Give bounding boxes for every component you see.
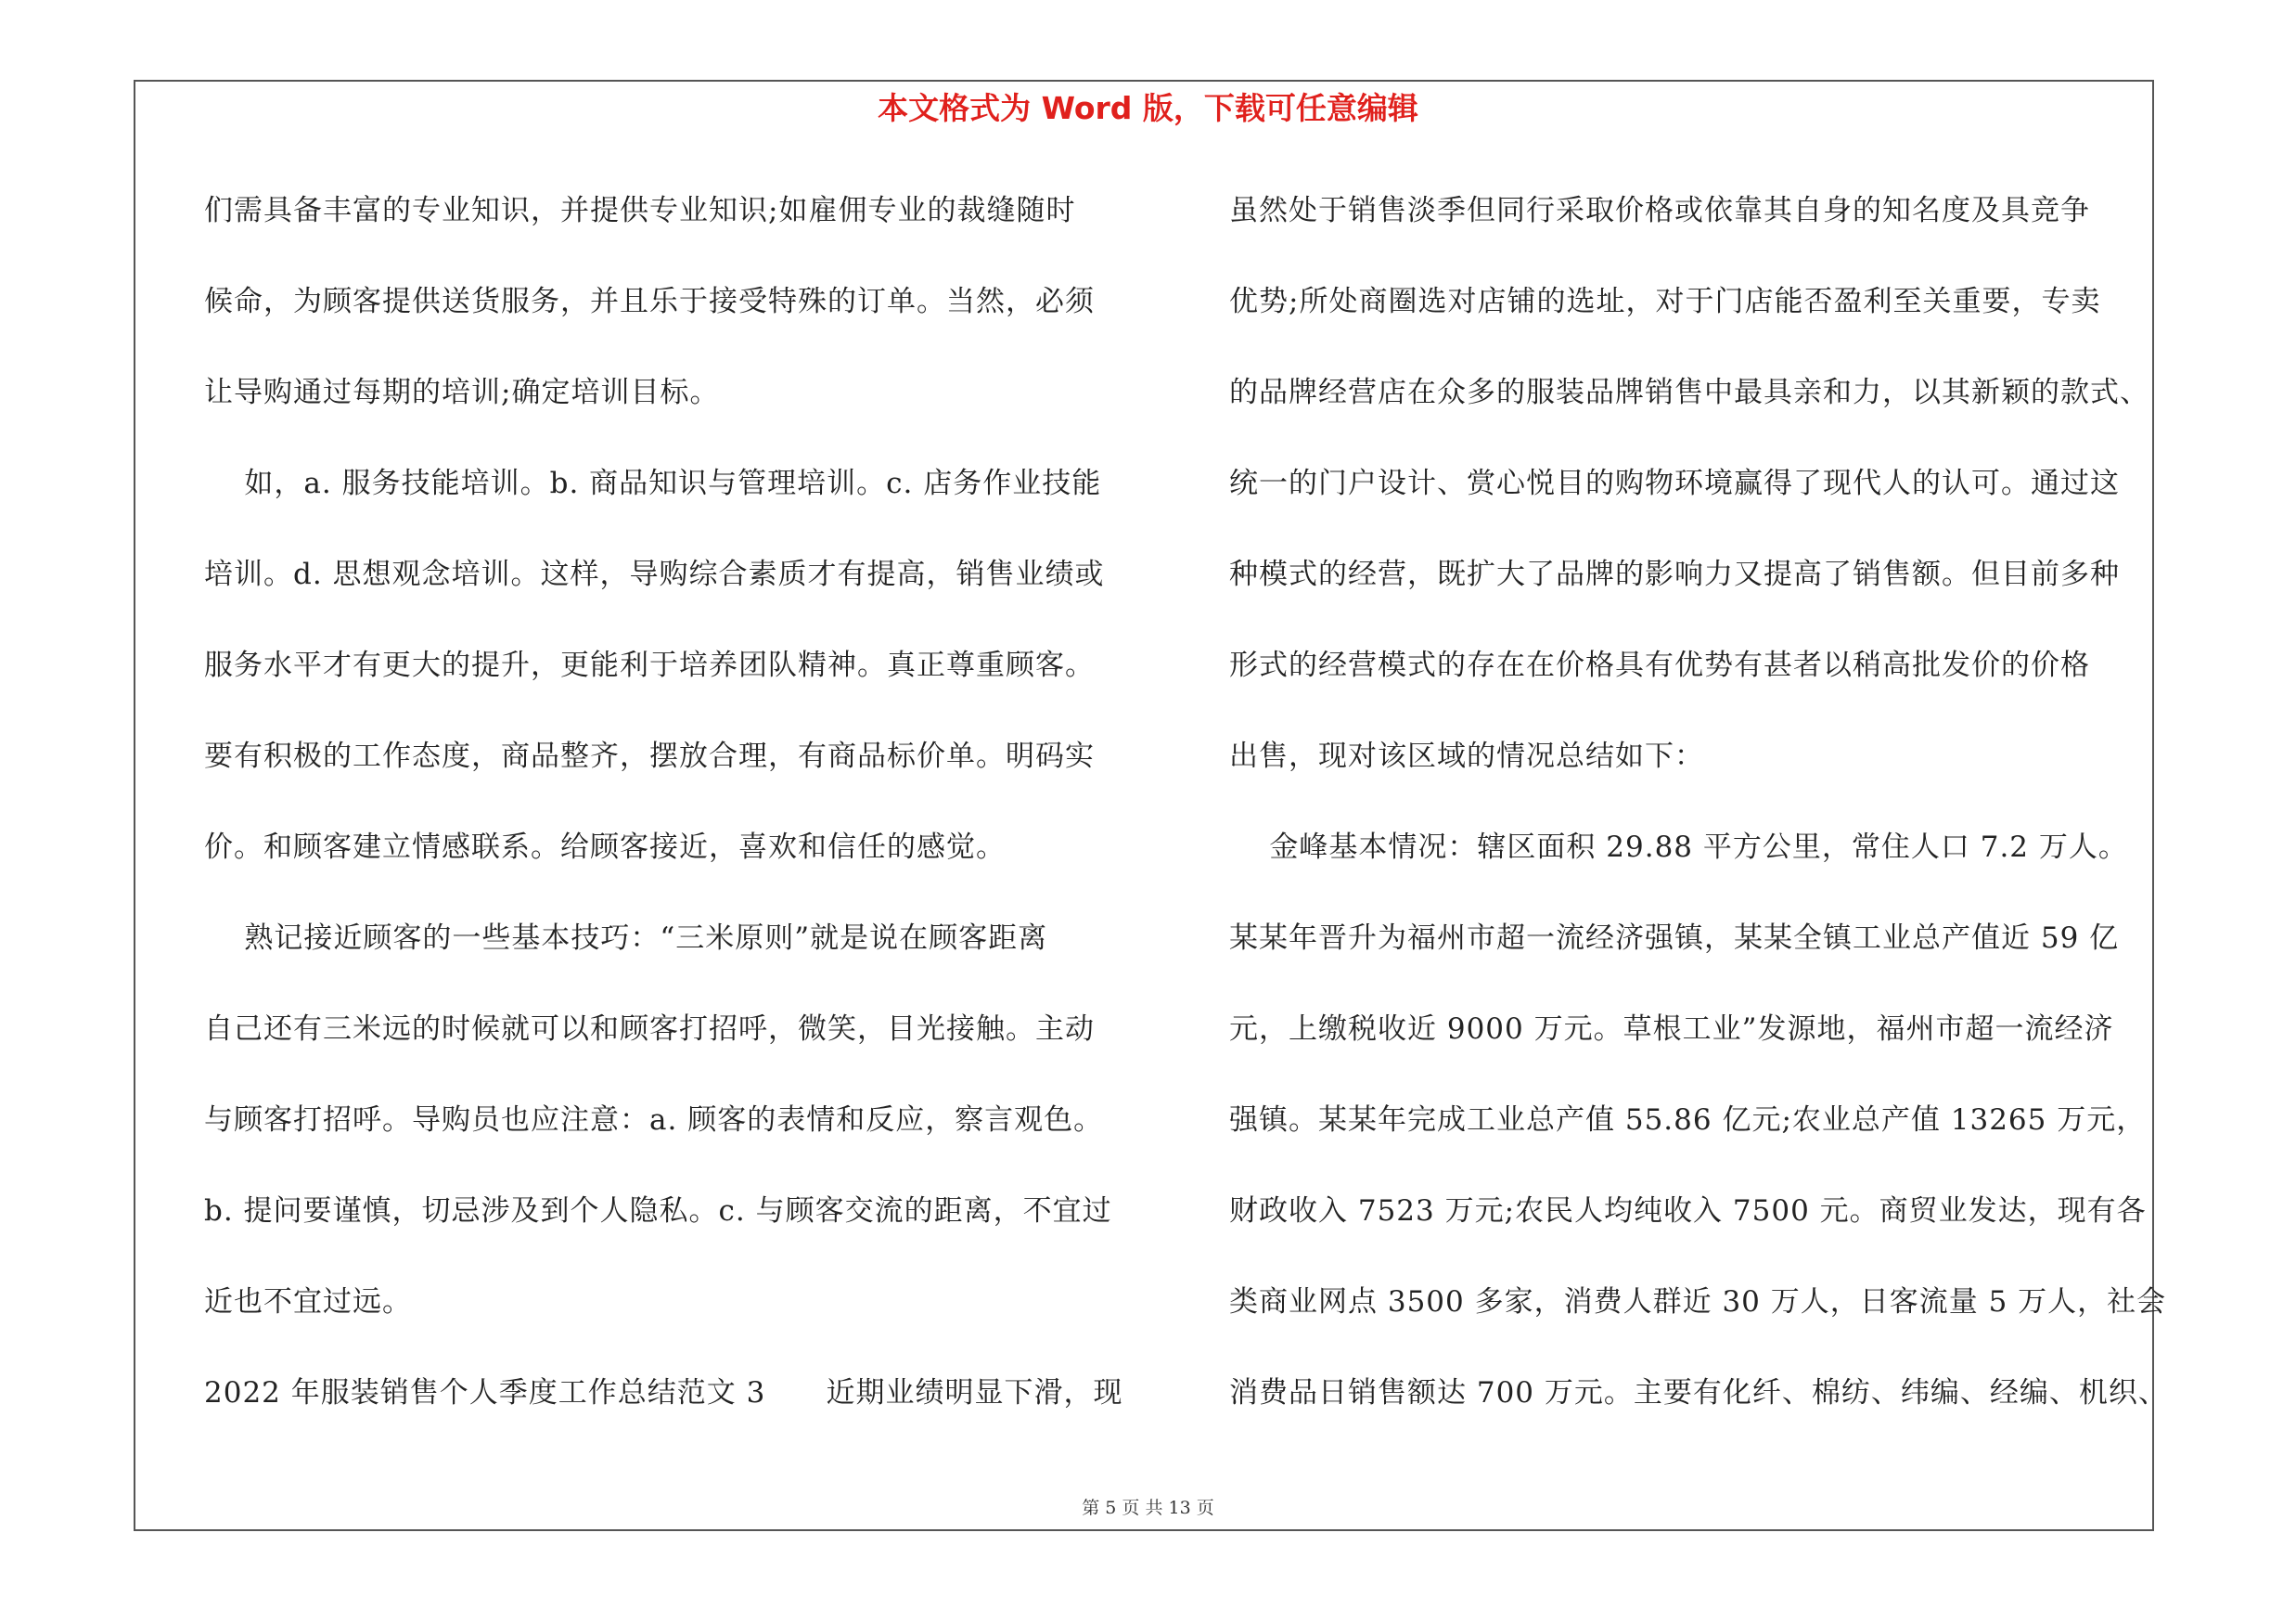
text-line: 出售，现对该区域的情况总结如下： xyxy=(1229,740,1704,773)
text-line: 近也不宜过远。 xyxy=(204,1285,412,1319)
text-line: 金峰基本情况：辖区面积 29.88 平方公里，常住人口 7.2 万人。 xyxy=(1229,831,2128,864)
text-line: 服务水平才有更大的提升，更能利于培养团队精神。真正尊重顾客。 xyxy=(204,649,1095,682)
text-line: 们需具备丰富的专业知识，并提供专业知识;如雇佣专业的裁缝随时 xyxy=(204,194,1076,227)
right-text-column xyxy=(1229,184,2231,1457)
text-line: 候命，为顾客提供送货服务，并且乐于接受特殊的订单。当然，必须 xyxy=(204,285,1095,318)
text-line: b. 提问要谨慎，切忌涉及到个人隐私。c. 与顾客交流的距离，不宜过 xyxy=(204,1194,1112,1228)
text-line: 形式的经营模式的存在在价格具有优势有甚者以稍高批发价的价格 xyxy=(1229,649,2090,682)
text-line: 元，上缴税收近 9000 万元。草根工业”发源地，福州市超一流经济 xyxy=(1229,1012,2114,1046)
text-line: 虽然处于销售淡季但同行采取价格或依靠其自身的知名度及具竞争 xyxy=(1229,194,2090,227)
text-line: 财政收入 7523 万元;农民人均纯收入 7500 元。商贸业发达，现有各 xyxy=(1229,1194,2147,1228)
section-heading-line: 2022 年服装销售个人季度工作总结范文 3 近期业绩明显下滑，现 xyxy=(204,1376,1123,1410)
document-header-banner: 本文格式为 Word 版，下载可任意编辑 xyxy=(878,90,1418,126)
text-line: 某某年晋升为福州市超一流经济强镇，某某全镇工业总产值近 59 亿 xyxy=(1229,921,2120,955)
text-line: 让导购通过每期的培训;确定培训目标。 xyxy=(204,376,720,409)
text-line: 强镇。某某年完成工业总产值 55.86 亿元;农业总产值 13265 万元， xyxy=(1229,1103,2147,1137)
text-line: 优势;所处商圈选对店铺的选址，对于门店能否盈利至关重要，专卖 xyxy=(1229,285,2101,318)
page-number-footer: 第 5 页 共 13 页 xyxy=(1082,1498,1214,1518)
text-line: 类商业网点 3500 多家，消费人群近 30 万人，日客流量 5 万人，社会 xyxy=(1229,1285,2167,1319)
left-text-column xyxy=(204,184,1141,1457)
text-line: 的品牌经营店在众多的服装品牌销售中最具亲和力，以其新颖的款式、 xyxy=(1229,376,2149,409)
text-line: 自己还有三米远的时候就可以和顾客打招呼，微笑，目光接触。主动 xyxy=(204,1012,1095,1046)
text-line: 熟记接近顾客的一些基本技巧：“三米原则”就是说在顾客距离 xyxy=(204,921,1048,955)
text-line: 消费品日销售额达 700 万元。主要有化纤、棉纺、纬编、经编、机织、 xyxy=(1229,1376,2168,1410)
text-line: 培训。d. 思想观念培训。这样，导购综合素质才有提高，销售业绩或 xyxy=(204,558,1105,591)
text-line: 与顾客打招呼。导购员也应注意：a. 顾客的表情和反应，察言观色。 xyxy=(204,1103,1104,1137)
text-line: 统一的门户设计、赏心悦目的购物环境赢得了现代人的认可。通过这 xyxy=(1229,467,2120,500)
text-line: 如，a. 服务技能培训。b. 商品知识与管理培训。c. 店务作业技能 xyxy=(204,467,1102,500)
text-line: 种模式的经营，既扩大了品牌的影响力又提高了销售额。但目前多种 xyxy=(1229,558,2120,591)
text-line: 价。和顾客建立情感联系。给顾客接近，喜欢和信任的感觉。 xyxy=(204,831,1006,864)
text-line: 要有积极的工作态度，商品整齐，摆放合理，有商品标价单。明码实 xyxy=(204,740,1095,773)
